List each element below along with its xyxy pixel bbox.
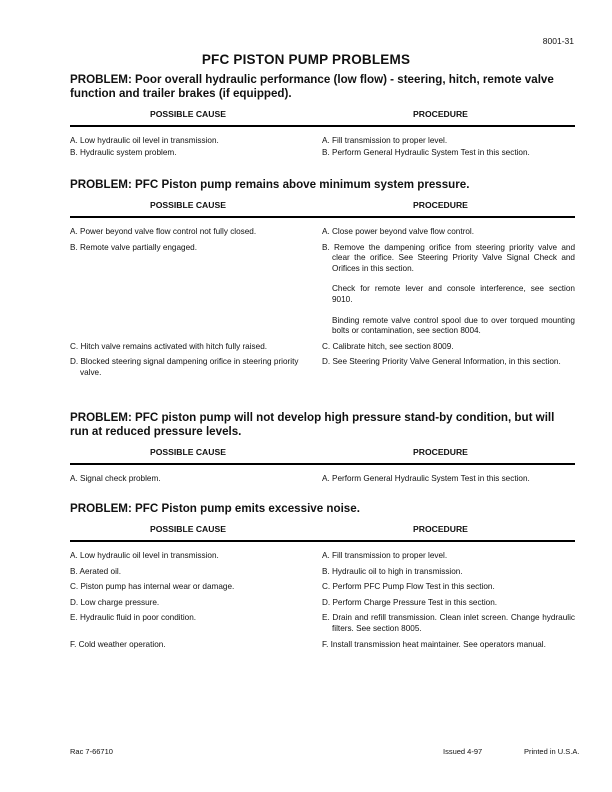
procedure-cell: [322, 243, 575, 337]
table-row: [70, 342, 575, 353]
possible-cause-header: POSSIBLE CAUSE: [150, 200, 226, 210]
table-row: [70, 640, 575, 651]
procedure-cell: B. Perform General Hydraulic System Test in this section.: [322, 147, 530, 157]
cause-procedure-table: [70, 227, 575, 379]
procedure-text: B. Remove the dampening orifice from steering priority valve and clear the orifice. See Steering Priority Valve Signal Check and Orifices in this section.: [322, 242, 575, 273]
cause-cell: A. Signal check problem.: [70, 474, 161, 483]
table-header: [70, 200, 575, 214]
procedure-cell: A. Close power beyond valve flow control.: [322, 227, 475, 236]
procedure-cell: A. Fill transmission to proper level.: [322, 136, 448, 145]
cause-cell: D. Low charge pressure.: [70, 597, 160, 607]
procedure-cell: A. Fill transmission to proper level.: [322, 551, 448, 560]
footer-printed: Printed in U.S.A.: [524, 747, 580, 756]
table-row: [70, 582, 575, 593]
problem-section-low-flow: [70, 73, 575, 158]
cause-cell: B. Remote valve partially engaged.: [70, 242, 197, 252]
footer-issued: Issued 4-97: [443, 747, 483, 756]
page-number: 8001-31: [542, 36, 574, 46]
procedure-header: PROCEDURE: [413, 524, 468, 534]
problem-heading: PROBLEM: PFC Piston pump emits excessive noise.: [70, 502, 360, 515]
table-header: [70, 109, 575, 123]
table-header: [70, 524, 575, 538]
cause-cell: B. Aerated oil.: [70, 566, 121, 576]
table-row: [70, 243, 575, 337]
cause-cell: C. Piston pump has internal wear or damage.: [70, 582, 235, 592]
table-row: [70, 567, 575, 578]
cause-cell: B. Hydraulic system problem.: [70, 147, 177, 157]
problem-section-no-high-pressure: [70, 411, 575, 485]
procedure-note: Binding remote valve control spool due to over torqued mounting bolts or contamination, see section 8004.: [332, 315, 575, 336]
problem-heading: PROBLEM: PFC Piston pump remains above minimum system pressure.: [70, 178, 470, 191]
table-row: [70, 136, 575, 147]
procedure-header: PROCEDURE: [413, 200, 468, 210]
footer-doc-id: Rac 7-66710: [70, 747, 113, 756]
procedure-cell: D. Perform Charge Pressure Test in this section.: [322, 597, 498, 607]
table-row: [70, 551, 575, 562]
problem-section-above-min-pressure: [70, 178, 575, 379]
possible-cause-header: POSSIBLE CAUSE: [150, 524, 226, 534]
cause-cell: A. Power beyond valve flow control not fully closed.: [70, 227, 257, 236]
procedure-cell: B. Hydraulic oil to high in transmission.: [322, 566, 463, 576]
cause-cell: D. Blocked steering signal dampening orifice in steering priority valve.: [70, 357, 299, 377]
procedure-cell: D. See Steering Priority Valve General Information, in this section.: [322, 357, 561, 367]
procedure-cell: A. Perform General Hydraulic System Test in this section.: [322, 474, 530, 483]
cause-cell: A. Low hydraulic oil level in transmission.: [70, 551, 219, 560]
cause-cell: F. Cold weather operation.: [70, 639, 166, 649]
header-rule: [70, 463, 575, 465]
procedure-cell: C. Calibrate hitch, see section 8009.: [322, 341, 454, 351]
header-rule: [70, 540, 575, 542]
table-header: [70, 447, 575, 461]
header-rule: [70, 125, 575, 127]
table-row: [70, 613, 575, 634]
table-row: [70, 357, 575, 378]
cause-procedure-table: [70, 551, 575, 650]
cause-cell: C. Hitch valve remains activated with hitch fully raised.: [70, 341, 268, 351]
procedure-cell: C. Perform PFC Pump Flow Test in this section.: [322, 582, 495, 592]
cause-procedure-table: [70, 474, 575, 485]
cause-cell: A. Low hydraulic oil level in transmission.: [70, 136, 219, 145]
problem-heading: PROBLEM: Poor overall hydraulic performance (low flow) - steering, hitch, remote valve function and trailer brakes (if equipped).: [70, 73, 554, 100]
possible-cause-header: POSSIBLE CAUSE: [150, 109, 226, 119]
table-row: [70, 474, 575, 485]
table-row: [70, 227, 575, 238]
cause-cell: E. Hydraulic fluid in poor condition.: [70, 613, 197, 623]
procedure-cell: E. Drain and refill transmission. Clean inlet screen. Change hydraulic filters. See section 8005.: [322, 613, 575, 633]
cause-procedure-table: [70, 136, 575, 158]
page-title: PFC PISTON PUMP PROBLEMS: [201, 52, 411, 67]
procedure-cell: F. Install transmission heat maintainer. See operators manual.: [322, 639, 546, 649]
possible-cause-header: POSSIBLE CAUSE: [150, 447, 226, 457]
procedure-header: PROCEDURE: [413, 109, 468, 119]
procedure-note: Check for remote lever and console interference, see section 9010.: [332, 284, 575, 304]
table-row: [70, 598, 575, 609]
header-rule: [70, 216, 575, 218]
table-row: [70, 148, 575, 159]
problem-heading: PROBLEM: PFC piston pump will not develop high pressure stand-by condition, but will run at reduced pressure levels.: [70, 411, 555, 438]
problem-section-excessive-noise: [70, 502, 575, 650]
procedure-header: PROCEDURE: [413, 447, 468, 457]
